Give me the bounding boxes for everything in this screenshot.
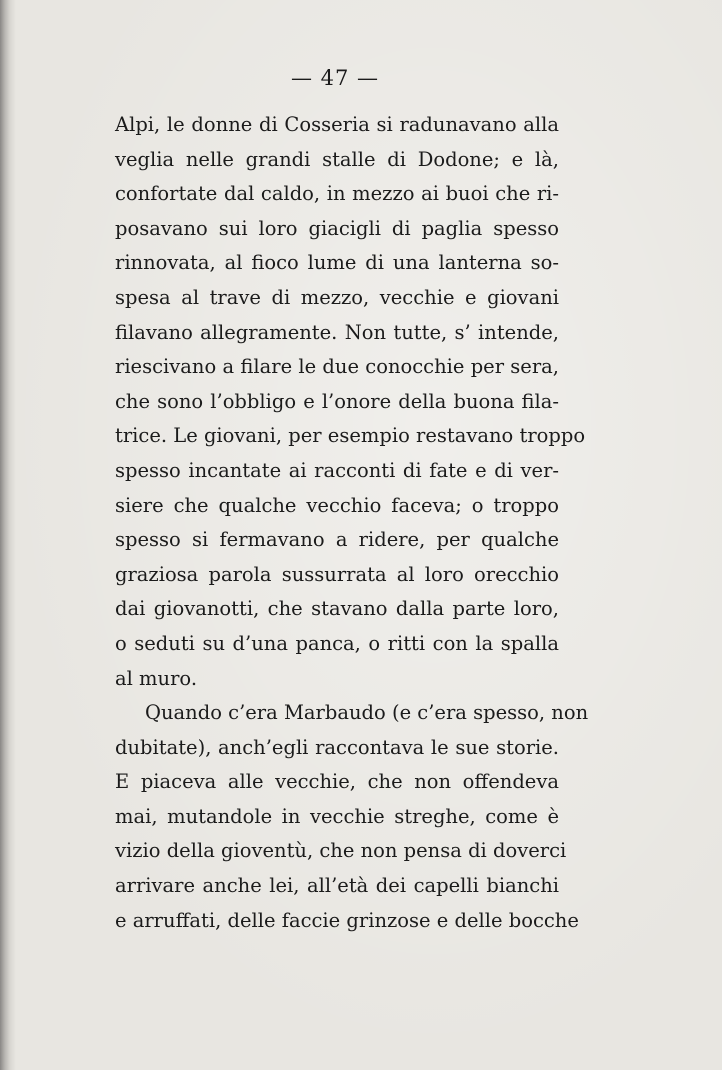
text-line: vizio della gioventù, che non pensa di doverci (115, 839, 567, 863)
text-line: graziosa parola sussurrata al loro orecchio (115, 562, 559, 586)
text-line: confortate dal caldo, in mezzo ai buoi che ri- (115, 182, 559, 206)
text-line: spesa al trave di mezzo, vecchie e giovani (115, 285, 559, 309)
text-line: al muro. (115, 666, 198, 690)
text-line: Quando c’era Marbaudo (e c’era spesso, non (145, 701, 589, 725)
text-line: che sono l’obbligo e l’onore della buona fila- (115, 389, 559, 413)
text-line: o seduti su d’una panca, o ritti con la spalla (115, 631, 559, 655)
text-line: rinnovata, al fioco lume di una lanterna so- (115, 251, 559, 275)
binding-edge (0, 0, 16, 1070)
text-line: dai giovanotti, che stavano dalla parte loro, (115, 597, 559, 621)
text-line: spesso si fermavano a ridere, per qualche (115, 528, 559, 552)
text-line: riescivano a filare le due conocchie per sera, (115, 355, 559, 379)
text-line: siere che qualche vecchio faceva; o troppo (115, 493, 559, 517)
text-line: Alpi, le donne di Cosseria si radunavano alla (115, 113, 559, 136)
text-line: trice. Le giovani, per esempio restavano troppo (115, 424, 586, 448)
text-line: veglia nelle grandi stalle di Dodone; e là, (115, 147, 559, 171)
text-line: mai, mutandole in vecchie streghe, come è (115, 804, 559, 828)
text-body (115, 108, 589, 938)
text-line: posavano sui loro giacigli di paglia spesso (115, 216, 559, 240)
text-line: filavano allegramente. Non tutte, s’ intende, (115, 320, 559, 344)
text-line: e arruffati, delle faccie grinzose e delle bocche (115, 908, 579, 932)
text-line: dubitate), anch’egli raccontava le sue storie. (115, 735, 559, 759)
page-number: — 47 — (290, 66, 380, 90)
text-line: E piaceva alle vecchie, che non offendeva (115, 770, 559, 794)
text-line: spesso incantate ai racconti di fate e di ver- (115, 458, 559, 482)
text-line: arrivare anche lei, all’età dei capelli bianchi (115, 874, 559, 898)
